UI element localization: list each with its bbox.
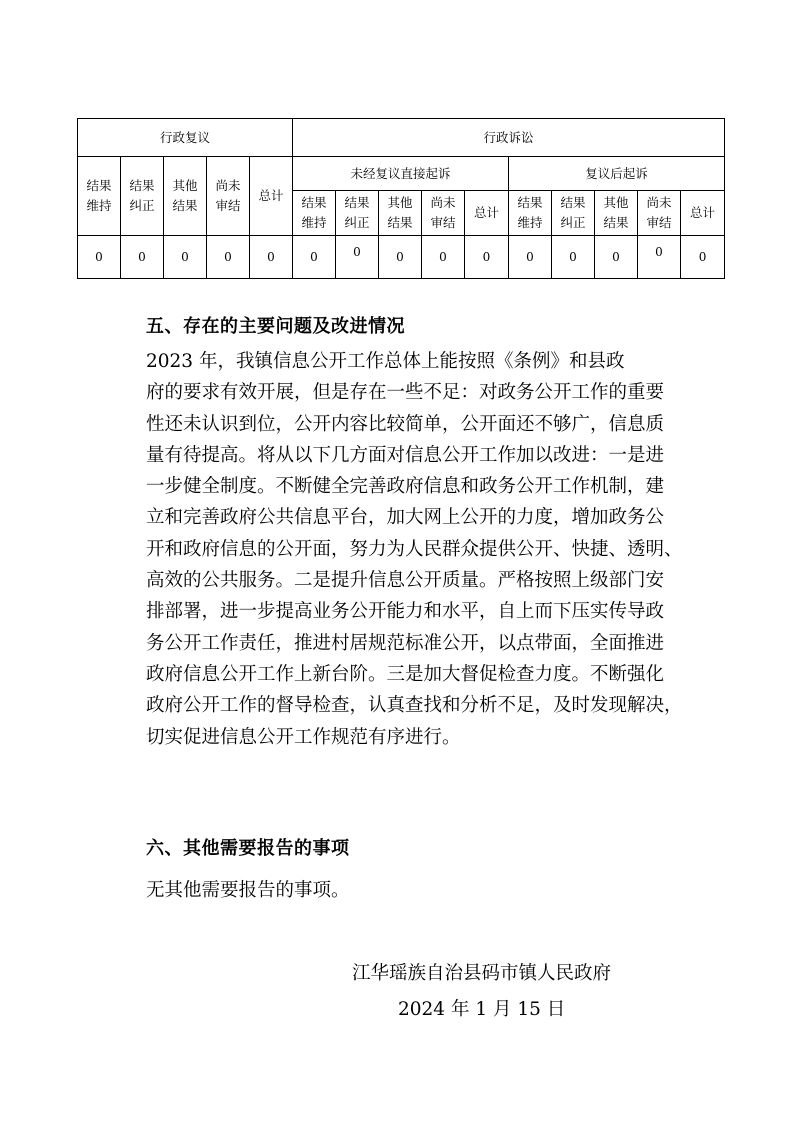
table-cell: 0 [78, 236, 121, 279]
post-col-header: 结果 纠正 [552, 191, 595, 236]
table-cell: 0 [164, 236, 207, 279]
signature-block [352, 956, 672, 1028]
paragraph-line: 务公开工作责任，推进村居规范标准公开，以点带面，全面推进 [146, 632, 665, 654]
paragraph-line: 一步健全制度。不断健全完善政府信息和政务公开工作机制，建 [146, 476, 665, 498]
direct-col-header: 总计 [465, 191, 509, 236]
post-col-header: 结果 维持 [509, 191, 552, 236]
post-col-header: 其他 结果 [595, 191, 638, 236]
table-cell: 0 [379, 236, 422, 279]
section5-heading: 五、存在的主要问题及改进情况 [146, 316, 405, 337]
post-col-header: 总计 [681, 191, 725, 236]
direct-col-header: 结果 纠正 [336, 191, 379, 236]
paragraph-line: 高效的公共服务。二是提升信息公开质量。严格按照上级部门安 [146, 570, 665, 592]
paragraph-line: 排部署，进一步提高业务公开能力和水平，自上而下压实传导政 [146, 601, 665, 623]
review-col-header: 尚未 审结 [207, 157, 250, 236]
review-col-header: 其他 结果 [164, 157, 207, 236]
signature-date: 2024 年 1 月 15 日 [398, 999, 566, 1020]
table-cell: 0 [509, 236, 552, 279]
section5-paragraph [146, 346, 724, 753]
statistics-table [77, 118, 725, 279]
paragraph-line: 性还未认识到位，公开内容比较简单，公开面还不够广，信息质 [146, 413, 665, 435]
table-cell: 0 [465, 236, 509, 279]
section6-heading: 六、其他需要报告的事项 [146, 838, 350, 859]
post-review-suit-header: 复议后起诉 [509, 157, 725, 191]
direct-col-header: 尚未 审结 [422, 191, 465, 236]
paragraph-line: 量有待提高。将从以下几方面对信息公开工作加以改进：一是进 [146, 444, 665, 466]
paragraph-line: 立和完善政府公共信息平台，加大网上公开的力度，增加政务公 [146, 507, 665, 529]
review-col-header: 结果 纠正 [121, 157, 164, 236]
admin-review-header: 行政复议 [78, 119, 293, 157]
direct-suit-header: 未经复议直接起诉 [293, 157, 509, 191]
table-cell: 0 [681, 236, 725, 279]
table-cell: 0 [207, 236, 250, 279]
paragraph-line: 政府公开工作的督导检查，认真查找和分析不足，及时发现解决， [146, 695, 683, 717]
direct-col-header: 其他 结果 [379, 191, 422, 236]
paragraph-line: 开和政府信息的公开面，努力为人民群众提供公开、快捷、透明、 [146, 538, 683, 560]
paragraph-line: 政府信息公开工作上新台阶。三是加大督促检查力度。不断强化 [146, 663, 665, 685]
signature-org: 江华瑶族自治县码市镇人民政府 [352, 963, 612, 984]
paragraph-line: 2023 年，我镇信息公开工作总体上能按照《条例》和县政 [146, 351, 625, 372]
paragraph-line: 府的要求有效开展，但是存在一些不足：对政务公开工作的重要 [146, 382, 665, 404]
review-col-header: 结果 维持 [78, 157, 121, 236]
table-cell: 0 [595, 236, 638, 279]
table-cell: 0 [638, 236, 681, 279]
section6-text: 无其他需要报告的事项。 [146, 880, 350, 901]
table-cell: 0 [552, 236, 595, 279]
table-cell: 0 [250, 236, 293, 279]
paragraph-line: 切实促进信息公开工作规范有序进行。 [146, 726, 461, 748]
table-cell: 0 [121, 236, 164, 279]
litigation-header: 行政诉讼 [293, 119, 725, 157]
review-col-header: 总计 [250, 157, 293, 236]
table-cell: 0 [293, 236, 336, 279]
table-cell: 0 [336, 236, 379, 279]
post-col-header: 尚未 审结 [638, 191, 681, 236]
table-cell: 0 [422, 236, 465, 279]
direct-col-header: 结果 维持 [293, 191, 336, 236]
